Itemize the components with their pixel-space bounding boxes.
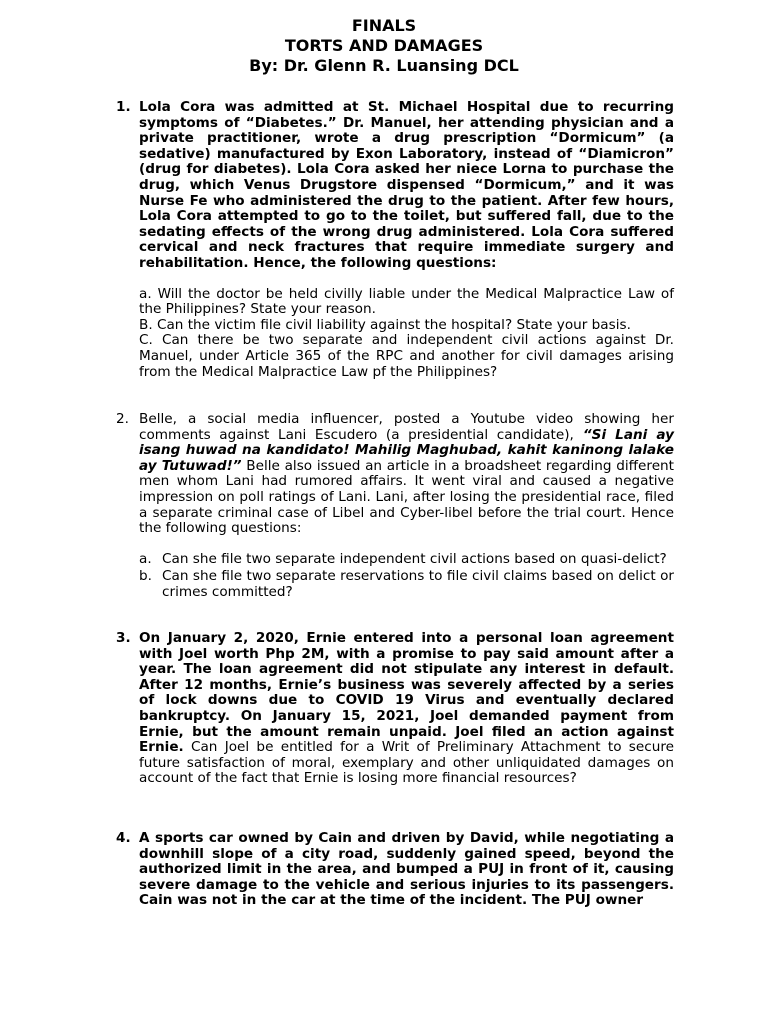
question-facts (139, 631, 674, 787)
sub-question-b: B. Can the victim file civil liability against the hospital? State your basis. (139, 316, 631, 333)
sub-question-a (139, 552, 674, 568)
document-header (0, 0, 768, 76)
question-4 (116, 831, 674, 909)
sub-question-text: Can she file two separate independent civil actions based on quasi-delict? (162, 550, 667, 567)
subject-title: TORTS AND DAMAGES (284, 36, 484, 55)
author-line: By: Dr. Glenn R. Luansing DCL (249, 56, 519, 75)
sub-question-label: a. (139, 550, 152, 567)
sub-question-label: b. (139, 568, 152, 585)
facts-continuation: Belle also issued an article in a broadsheet regarding different men whom Lani had rumored affairs. It went viral and caused a negative impression on poll ratings of Lani. Lani, after losing the presidential race, filed a separate criminal case of Libel and Cyber-libel before the trial court. Hence the following questions: (139, 457, 674, 537)
sub-question-text: Can she file two separate reservations to file civil claims based on delict or crimes committed? (162, 568, 674, 600)
facts-bold: On January 2, 2020, Ernie entered into a personal loan agreement with Joel worth Php 2M, with a promise to pay said amount after a year. The loan agreement did not stipulate any interest in default. After 12 months, Ernie’s business was severely affected by a series of lock downs due to COVID 19 Virus and eventually declared bankruptcy. On January 15, 2021, Joel demanded payment from Ernie, but the amount remain unpaid. Joel filed an action against Ernie. (139, 630, 674, 756)
exam-title: FINALS (351, 16, 417, 35)
question-1 (116, 100, 674, 380)
question-number: 2. (116, 411, 129, 427)
question-facts: A sports car owned by Cain and driven by David, while negotiating a downhill slope of a city road, suddenly gained speed, beyond the authorized limit in the area, and bumped a PUJ in front of it, causing severe damage to the vehicle and serious injuries to its passengers. Cain was not in the car at the time of the incident. The PUJ owner (139, 830, 674, 909)
question-3 (116, 631, 674, 787)
question-facts: Lola Cora was admitted at St. Michael Hospital due to recurring symptoms of “Diabetes.” Dr. Manuel, her attending physician and a private practitioner, wrote a drug prescription “Dormicum” (a sedative) manufactured by Exon Laboratory, instead of “Diamicron” (drug for diabetes). Lola Cora asked her niece Lorna to purchase the drug, which Venus Drugstore dispensed “Dormicum,” and it was Nurse Fe who administered the drug to the patient. After few hours, Lola Cora attempted to go to the toilet, but suffered fall, due to the sedating effects of the wrong drug administered. Lola Cora suffered cervical and neck fractures that require immediate surgery and rehabilitation. Hence, the following questions: (139, 99, 674, 271)
facts-intro: Belle, a social media influencer, posted a Youtube video showing her comments against Lani Escudero (a presidential candidate), (139, 411, 674, 443)
quoted-statement: “Si Lani ay isang huwad na kandidato! Mahilig Maghubad, kahit kaninong lalake ay Tutuwad!” (139, 426, 674, 474)
question-number: 4. (116, 830, 131, 846)
question-2 (116, 412, 674, 601)
sub-question-c: C. Can there be two separate and independent civil actions against Dr. Manuel, under Article 365 of the RPC and another for civil damages arising from the Medical Malpractice Law pf the Philippines? (139, 332, 674, 380)
sub-question-b (139, 569, 674, 600)
question-text: Can Joel be entitled for a Writ of Preliminary Attachment to secure future satisfaction of moral, exemplary and other unliquidated damages on account of the fact that Ernie is losing more financial resources? (139, 739, 674, 787)
question-facts (139, 412, 674, 537)
sub-question-a: a. Will the doctor be held civilly liable under the Medical Malpractice Law of the Philippines? State your reason. (139, 285, 674, 318)
question-number: 1. (116, 99, 131, 115)
question-number: 3. (116, 630, 131, 646)
